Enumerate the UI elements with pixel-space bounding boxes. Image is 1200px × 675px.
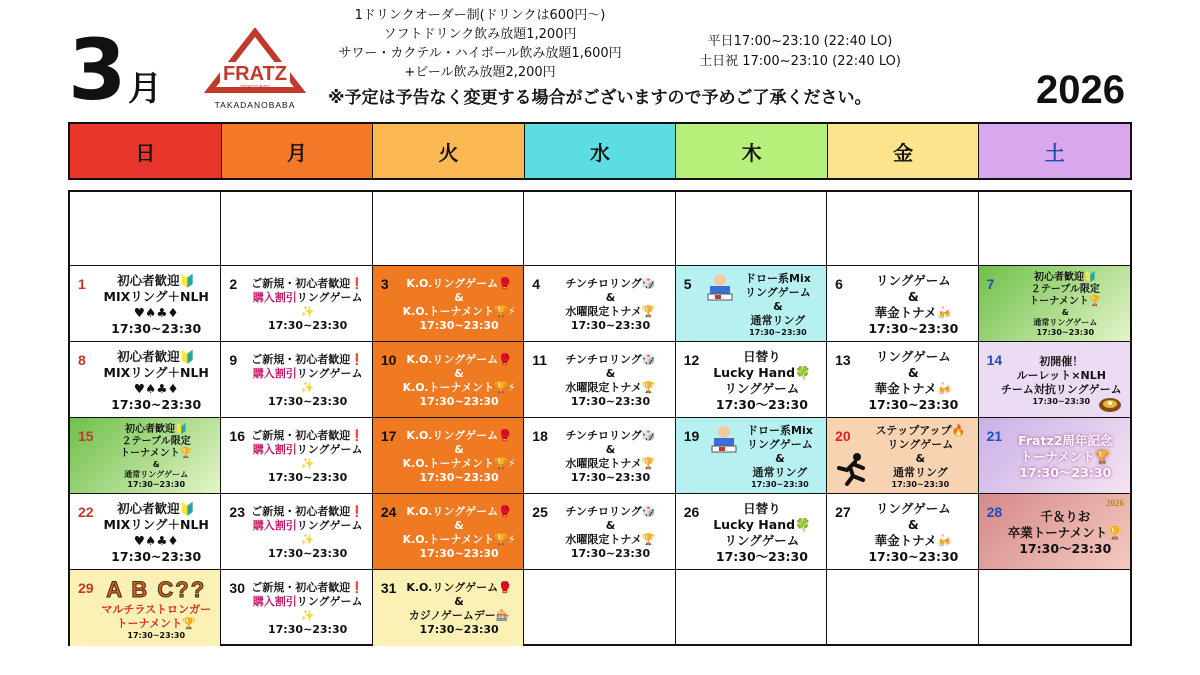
year-badge: 2026 — [1106, 498, 1124, 508]
opening-hours — [690, 32, 910, 72]
weekday-mon: 月 — [222, 124, 374, 178]
event-line: Fratz2周年記念 — [1018, 432, 1113, 448]
card-player-icon — [710, 424, 738, 454]
event-line: ご新規・初心者歓迎❗ — [251, 581, 364, 594]
day-cell-21[interactable] — [979, 418, 1130, 494]
logo-text: FRATZ — [222, 63, 288, 85]
day-cell-28[interactable] — [979, 494, 1130, 570]
day-cell-3[interactable] — [373, 266, 524, 342]
day-number: 10 — [380, 352, 397, 368]
empty-cell — [827, 192, 978, 266]
runner-icon — [835, 452, 869, 486]
event-line: & — [454, 442, 464, 456]
empty-cell — [221, 192, 372, 266]
day-number: 2 — [229, 276, 238, 292]
day-number: 15 — [78, 428, 94, 444]
event-time: 17:30~23:30 — [419, 394, 499, 408]
event-line: リングゲーム — [875, 348, 951, 364]
day-cell-8[interactable] — [70, 342, 221, 418]
event-line: ２テーブル限定 — [1030, 283, 1100, 295]
event-time: 17:30~23:30 — [751, 479, 809, 489]
day-cell-11[interactable] — [524, 342, 675, 418]
day-number: 24 — [380, 504, 397, 520]
suit-symbols: ♥♠♣♦ — [133, 380, 179, 396]
day-number: 5 — [683, 276, 692, 292]
event-line: & — [907, 516, 919, 532]
event-line: リングゲーム✨ — [296, 290, 363, 318]
day-cell-16[interactable] — [221, 418, 372, 494]
event-line: トーナメント🏆 — [1020, 448, 1111, 464]
event-line: ご新規・初心者歓迎❗ — [251, 428, 364, 442]
event-line: K.O.リングゲーム🥊 — [406, 352, 512, 366]
event-time: 17:30~23:30 — [868, 320, 959, 336]
event-time: 17:30~23:30 — [570, 546, 651, 560]
event-line: 初開催！ — [1039, 354, 1084, 368]
weekday-thu: 木 — [676, 124, 828, 178]
suit-symbols: ♥♠♣♦ — [133, 532, 179, 548]
day-number: 7 — [986, 276, 995, 292]
event-line: K.O.リングゲーム🥊 — [406, 276, 512, 290]
year-label: 2026 — [1036, 68, 1125, 112]
event-line: MIXリング＋NLH — [103, 288, 209, 304]
discount-label: 購入割引 — [252, 595, 297, 608]
schedule-notice: ※予定は予告なく変更する場合がございますので予めご了承ください。 — [328, 88, 872, 108]
event-line: K.O.トーナメント🏆⚡ — [402, 304, 516, 318]
day-cell-13[interactable] — [827, 342, 978, 418]
event-line: トーナメント🏆 — [1029, 295, 1102, 307]
event-line: & — [605, 442, 616, 456]
event-line: & — [454, 366, 464, 380]
day-cell-17[interactable] — [373, 418, 524, 494]
event-time: 17:30~23:30 — [268, 623, 348, 636]
event-line: 華金トナメ🍻 — [874, 532, 953, 548]
month-number: 3 — [68, 21, 127, 119]
empty-cell — [524, 192, 675, 266]
day-number: 3 — [380, 276, 389, 292]
roulette-icon — [1098, 393, 1122, 413]
empty-cell — [676, 570, 827, 646]
day-cell-15[interactable] — [70, 418, 221, 494]
event-line: チンチロリング🎲 — [565, 428, 656, 442]
event-line: & — [773, 299, 783, 313]
event-line: 通常リング — [892, 465, 948, 479]
event-line: チンチロリング🎲 — [565, 352, 656, 366]
day-cell-10[interactable] — [373, 342, 524, 418]
event-time: 17:30〜23:30 — [1019, 464, 1112, 480]
event-line: & — [907, 288, 919, 304]
event-line: ドロー系Mix — [747, 423, 813, 437]
logo-location: TAKADANOBABA — [214, 100, 296, 110]
weekday-wed: 水 — [525, 124, 677, 178]
day-cell-20[interactable] — [827, 418, 978, 494]
day-number: 1 — [78, 276, 86, 292]
event-line: ご新規・初心者歓迎❗ — [251, 276, 364, 290]
pricing-line: サワー・カクテル・ハイボール飲み放題1,600円 — [338, 46, 622, 61]
event-line: 卒業トーナメント🏆 — [1007, 524, 1123, 540]
empty-cell — [979, 570, 1130, 646]
event-time: 17:30~23:30 — [570, 394, 651, 408]
event-line: リングゲーム — [724, 380, 800, 396]
event-line: & — [775, 451, 785, 465]
event-line: リングゲーム — [887, 437, 954, 451]
event-time: 17:30~23:30 — [419, 318, 499, 332]
event-line: マルチラストロンガー — [101, 603, 212, 616]
event-line: & — [454, 595, 464, 608]
day-number: 29 — [78, 580, 94, 596]
event-line: 水曜限定トナメ🏆 — [565, 456, 656, 470]
discount-label: 購入割引 — [252, 442, 297, 456]
day-number: 19 — [683, 428, 700, 444]
day-cell-4[interactable] — [524, 266, 675, 342]
day-cell-12[interactable] — [676, 342, 827, 418]
event-time: 17:30~23:30 — [419, 546, 499, 560]
event-line: トーナメント🏆 — [116, 617, 196, 630]
event-time: 17:30~23:30 — [570, 318, 651, 332]
day-number: 25 — [532, 504, 548, 520]
event-line: MIXリング＋NLH — [103, 364, 209, 380]
event-line: ２テーブル限定 — [121, 435, 191, 447]
event-time: 17:30~23:30 — [419, 470, 499, 484]
event-line: リングゲーム — [747, 437, 813, 451]
pricing-line: +ビール飲み放題2,200円 — [404, 65, 556, 80]
event-line: & — [605, 518, 616, 532]
discount-label: 購入割引 — [252, 366, 297, 380]
event-line: Lucky Hand🍀 — [713, 516, 811, 532]
hours-line: 土日祝 17:00~23:10 (22:40 LO) — [699, 54, 901, 69]
event-line: リングゲーム — [745, 285, 811, 299]
empty-cell — [979, 192, 1130, 266]
event-time: 17:30〜23:30 — [715, 396, 808, 412]
event-line: & — [152, 459, 160, 469]
event-line: チーム対抗リングゲーム — [1000, 382, 1122, 396]
pricing-line: 1ドリンクオーダー制(ドリンクは600円〜) — [354, 8, 606, 23]
event-line: リングゲーム — [875, 272, 951, 288]
day-number: 8 — [78, 352, 86, 368]
event-line: 初心者歓迎🔰 — [117, 500, 196, 516]
day-number: 11 — [532, 352, 548, 368]
event-line: トーナメント🏆 — [120, 447, 193, 459]
event-time: 17:30〜23:30 — [715, 548, 808, 564]
event-time: 17:30~23:30 — [570, 470, 651, 484]
day-cell-1[interactable] — [70, 266, 221, 342]
event-time: 17:30~23:30 — [111, 320, 202, 336]
event-line: & — [1061, 307, 1069, 317]
month-label: 月 — [128, 69, 162, 109]
suit-symbols: ♥♠♣♦ — [133, 304, 179, 320]
event-line: ステップアップ🔥 — [875, 423, 966, 437]
event-time: 17:30~23:30 — [891, 479, 950, 489]
event-line: 水曜限定トナメ🏆 — [565, 532, 656, 546]
event-line: MIXリング＋NLH — [103, 516, 209, 532]
day-number: 12 — [683, 352, 700, 368]
event-line: & — [907, 364, 919, 380]
event-line: K.O.リングゲーム🥊 — [406, 581, 512, 594]
event-line: 日替り — [743, 348, 781, 364]
event-line: 初心者歓迎🔰 — [117, 272, 196, 288]
day-cell-30[interactable] — [221, 570, 372, 646]
event-time: 17:30~23:30 — [749, 327, 807, 337]
event-time: 17:30~23:30 — [111, 548, 202, 564]
event-line: 通常リングゲーム — [1033, 317, 1098, 327]
event-time: 17:30~23:30 — [1036, 327, 1095, 337]
day-cell-14[interactable] — [979, 342, 1130, 418]
event-line: 千＆りお — [1040, 508, 1091, 524]
event-line: Lucky Hand🍀 — [713, 364, 811, 380]
event-time: 17:30~23:30 — [268, 470, 348, 484]
event-line: リングゲーム — [875, 500, 951, 516]
day-cell-2[interactable] — [221, 266, 372, 342]
event-line: & — [605, 290, 616, 304]
day-number: 17 — [380, 428, 397, 444]
event-line: リングゲーム✨ — [296, 366, 363, 394]
event-time: 17:30~23:30 — [111, 396, 202, 412]
day-number: 18 — [532, 428, 548, 444]
day-number: 16 — [229, 428, 245, 444]
weekday-tue: 火 — [373, 124, 525, 178]
event-line: ルーレット×NLH — [1016, 368, 1106, 382]
day-cell-27[interactable] — [827, 494, 978, 570]
event-line: リングゲーム✨ — [296, 442, 363, 470]
event-line: 華金トナメ🍻 — [874, 380, 953, 396]
event-line: ご新規・初心者歓迎❗ — [251, 504, 364, 518]
event-line: & — [605, 366, 616, 380]
event-time: 17:30~23:30 — [268, 318, 348, 332]
event-time: 17:30~23:30 — [127, 479, 186, 489]
event-line: K.O.トーナメント🏆⚡ — [402, 456, 516, 470]
event-line: 通常リングゲーム — [124, 469, 189, 479]
day-cell-9[interactable] — [221, 342, 372, 418]
day-cell-22[interactable] — [70, 494, 221, 570]
day-number: 14 — [986, 352, 1003, 368]
day-cell-5[interactable] — [676, 266, 827, 342]
event-time: 17:30~23:30 — [868, 396, 959, 412]
event-time: 17:30~23:30 — [268, 394, 348, 408]
event-line: 華金トナメ🍻 — [874, 304, 953, 320]
weekday-fri: 金 — [828, 124, 980, 178]
day-number: 28 — [986, 504, 1003, 520]
weekday-header — [68, 122, 1132, 180]
event-line: K.O.リングゲーム🥊 — [406, 504, 512, 518]
empty-cell — [827, 570, 978, 646]
logo-triangle-icon — [200, 28, 310, 118]
day-cell-18[interactable] — [524, 418, 675, 494]
event-time: 17:30~23:30 — [268, 546, 348, 560]
event-time: 17:30~23:30 — [868, 548, 959, 564]
day-cell-6[interactable] — [827, 266, 978, 342]
event-time: 17:30〜23:30 — [1019, 540, 1112, 556]
day-number: 22 — [78, 504, 94, 520]
pricing-info — [330, 6, 630, 82]
logo-sub: POKER BAR — [240, 85, 270, 91]
day-number: 21 — [986, 428, 1003, 444]
event-line: 初心者歓迎🔰 — [1034, 271, 1097, 283]
day-cell-19[interactable] — [676, 418, 827, 494]
event-time: 17:30~23:30 — [127, 631, 186, 640]
event-line: チンチロリング🎲 — [565, 276, 656, 290]
day-cell-7[interactable] — [979, 266, 1130, 342]
empty-cell — [524, 570, 675, 646]
event-line: 水曜限定トナメ🏆 — [565, 380, 656, 394]
event-line: 水曜限定トナメ🏆 — [565, 304, 656, 318]
calendar-grid — [68, 190, 1132, 646]
event-time: 17:30~23:30 — [419, 623, 499, 636]
empty-cell — [70, 192, 221, 266]
day-number: 6 — [835, 276, 843, 292]
day-cell-25[interactable] — [524, 494, 675, 570]
event-line: K.O.トーナメント🏆⚡ — [402, 532, 516, 546]
event-line: K.O.リングゲーム🥊 — [406, 428, 512, 442]
day-cell-31[interactable] — [373, 570, 524, 646]
event-line: チンチロリング🎲 — [565, 504, 656, 518]
event-line: リングゲーム — [724, 532, 800, 548]
event-line: ドロー系Mix — [745, 271, 811, 285]
event-line: 日替り — [743, 500, 781, 516]
weekday-sun: 日 — [70, 124, 222, 178]
day-cell-23[interactable] — [221, 494, 372, 570]
event-line: リングゲーム✨ — [296, 518, 363, 546]
empty-cell — [676, 192, 827, 266]
event-line: & — [454, 518, 464, 532]
day-number: 31 — [380, 580, 397, 596]
weekday-sat: 土 — [979, 124, 1130, 178]
event-line: K.O.トーナメント🏆⚡ — [402, 380, 516, 394]
day-number: 9 — [229, 352, 238, 368]
event-time: 17:30~23:30 — [1032, 396, 1091, 406]
empty-cell — [373, 192, 524, 266]
event-line: カジノゲームデー🎰 — [408, 609, 510, 622]
event-line: リングゲーム✨ — [296, 595, 363, 622]
event-line: 通常リング — [752, 465, 808, 479]
day-number: 13 — [835, 352, 851, 368]
pricing-line: ソフトドリンク飲み放題1,200円 — [383, 27, 577, 42]
fratz-logo — [200, 28, 310, 118]
event-line: & — [915, 451, 926, 465]
card-player-icon — [706, 272, 734, 302]
discount-label: 購入割引 — [252, 518, 297, 532]
day-number: 27 — [835, 504, 851, 520]
day-number: 20 — [835, 428, 851, 444]
discount-label: 購入割引 — [252, 290, 297, 304]
event-line: 初心者歓迎🔰 — [124, 423, 188, 435]
day-number: 23 — [229, 504, 245, 520]
day-cell-26[interactable] — [676, 494, 827, 570]
event-line: 初心者歓迎🔰 — [117, 348, 196, 364]
event-line: 通常リング — [750, 313, 806, 327]
day-number: 30 — [229, 580, 245, 596]
event-line: ご新規・初心者歓迎❗ — [251, 352, 364, 366]
hours-line: 平日17:00~23:10 (22:40 LO) — [707, 34, 893, 49]
day-number: 4 — [532, 276, 541, 292]
event-line: & — [454, 290, 464, 304]
day-number: 26 — [683, 504, 700, 520]
day-cell-29[interactable] — [70, 570, 221, 646]
day-cell-24[interactable] — [373, 494, 524, 570]
abc-art: A B C?? — [106, 577, 207, 602]
